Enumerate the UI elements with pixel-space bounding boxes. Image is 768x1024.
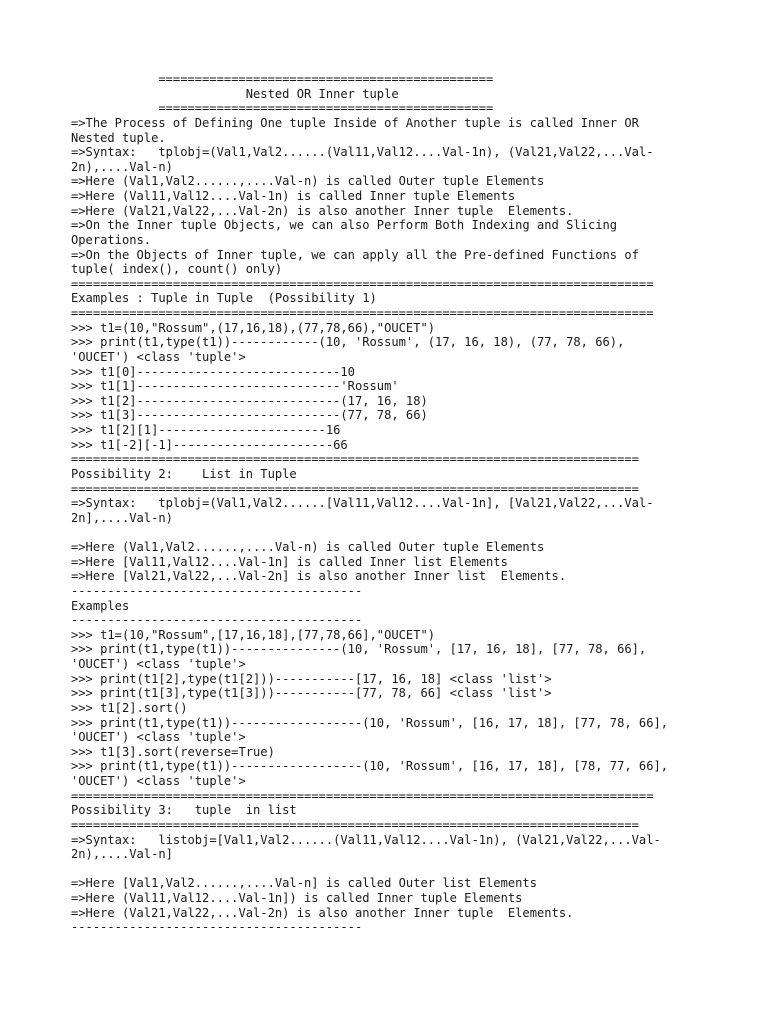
text-line: ================================================================================	[71, 306, 654, 320]
text-line: ==============================================================================	[71, 452, 639, 467]
text-line: =>Here [Val11,Val12....Val-1n] is called Inner list Elements	[71, 554, 508, 569]
text-line: ==============================================	[71, 72, 494, 86]
text-line: tuple( index(), count() only)	[71, 262, 283, 277]
text-line: =>Here (Val11,Val12....Val-1n]) is called Inner tuple Elements	[71, 891, 523, 905]
text-line: ----------------------------------------	[71, 920, 363, 935]
text-line: 'OUCET') <class 'tuple'>	[71, 657, 246, 671]
text-line: 'OUCET') <class 'tuple'>	[71, 774, 246, 788]
text-line: =>On the Objects of Inner tuple, we can apply all the Pre-defined Functions of	[71, 247, 639, 262]
text-line: >>> t1=(10,"Rossum",[17,16,18],[77,78,66],"OUCET")	[71, 627, 436, 642]
text-line: >>> t1[3].sort(reverse=True)	[71, 744, 275, 759]
text-line: 2n),....Val-n)	[71, 159, 173, 174]
text-line: >>> t1[2][1]-----------------------16	[71, 423, 341, 437]
text-line: 2n),....Val-n]	[71, 847, 173, 862]
text-line: ----------------------------------------	[71, 583, 363, 598]
text-line: =>Syntax: listobj=[Val1,Val2......(Val11,Val12....Val-1n), (Val21,Val22,...Val-	[71, 832, 661, 847]
text-line: ================================================================================	[71, 276, 654, 291]
text-line: >>> t1[2]----------------------------(17, 16, 18)	[71, 393, 428, 408]
text-line: =>Here (Val11,Val12....Val-1n) is called Inner tuple Elements	[71, 189, 516, 203]
text-line: >>> t1[0]----------------------------10	[71, 364, 355, 379]
text-line: =>Here [Val21,Val22,...Val-2n] is also another Inner list Elements.	[71, 569, 567, 584]
text-line: ==============================================================================	[71, 817, 639, 832]
text-line: >>> print(t1,type(t1))------------(10, 'Rossum', (17, 16, 18), (77, 78, 66),	[71, 335, 625, 350]
text-line: Operations.	[71, 232, 152, 247]
text-line: ----------------------------------------	[71, 613, 363, 628]
text-line: =>Here (Val21,Val22,...Val-2n) is also another Inner tuple Elements.	[71, 203, 574, 218]
text-line: ================================================================================	[71, 788, 654, 803]
text-line: >>> t1=(10,"Rossum",(17,16,18),(77,78,66),"OUCET")	[71, 320, 436, 335]
text-line: >>> t1[-2][-1]----------------------66	[71, 437, 348, 452]
text-line: =>Here (Val1,Val2......,....Val-n) is called Outer tuple Elements	[71, 540, 545, 554]
text-line: Possibility 2: List in Tuple	[71, 466, 297, 481]
text-line: ==============================================	[71, 101, 494, 116]
text-line: >>> t1[2].sort()	[71, 700, 188, 715]
text-line: >>> t1[1]----------------------------'Rossum'	[71, 379, 399, 394]
text-line: Examples : Tuple in Tuple (Possibility 1)	[71, 291, 377, 306]
text-line: =>The Process of Defining One tuple Inside of Another tuple is called Inner OR	[71, 115, 639, 130]
text-line: Examples	[71, 598, 130, 613]
text-line: =>Syntax: tplobj=(Val1,Val2......[Val11,Val12....Val-1n], [Val21,Val22,...Val-	[71, 496, 654, 511]
text-line: Possibility 3: tuple in list	[71, 803, 297, 818]
text-line	[71, 525, 761, 540]
text-line: >>> t1[3]----------------------------(77, 78, 66)	[71, 408, 428, 423]
text-line: Nested tuple.	[71, 130, 166, 145]
text-line: 'OUCET') <class 'tuple'>	[71, 730, 246, 745]
text-line: =>Syntax: tplobj=(Val1,Val2......(Val11,Val12....Val-1n), (Val21,Val22,...Val-	[71, 145, 654, 160]
text-line: =>Here (Val1,Val2......,....Val-n) is called Outer tuple Elements	[71, 174, 545, 189]
text-line: Nested OR Inner tuple	[71, 86, 399, 101]
text-line: ==============================================================================	[71, 481, 639, 496]
text-line: =>Here (Val21,Val22,...Val-2n) is also another Inner tuple Elements.	[71, 905, 574, 920]
text-line: >>> print(t1,type(t1))------------------(10, 'Rossum', [16, 17, 18], [77, 78, 66],	[71, 715, 669, 730]
text-line: >>> print(t1,type(t1))---------------(10, 'Rossum', [17, 16, 18], [77, 78, 66],	[71, 642, 647, 657]
text-line: =>Here [Val1,Val2......,....Val-n] is called Outer list Elements	[71, 876, 537, 891]
text-line: 'OUCET') <class 'tuple'>	[71, 349, 246, 364]
text-line: >>> print(t1[2],type(t1[2]))-----------[17, 16, 18] <class 'list'>	[71, 671, 552, 686]
text-line: 2n],....Val-n)	[71, 510, 173, 525]
text-line: =>On the Inner tuple Objects, we can also Perform Both Indexing and Slicing	[71, 218, 618, 233]
text-line: >>> print(t1[3],type(t1[3]))-----------[77, 78, 66] <class 'list'>	[71, 686, 552, 701]
text-line: >>> print(t1,type(t1))------------------(10, 'Rossum', [16, 17, 18], [78, 77, 66],	[71, 759, 669, 774]
document-text	[71, 72, 761, 935]
text-line	[71, 862, 761, 877]
